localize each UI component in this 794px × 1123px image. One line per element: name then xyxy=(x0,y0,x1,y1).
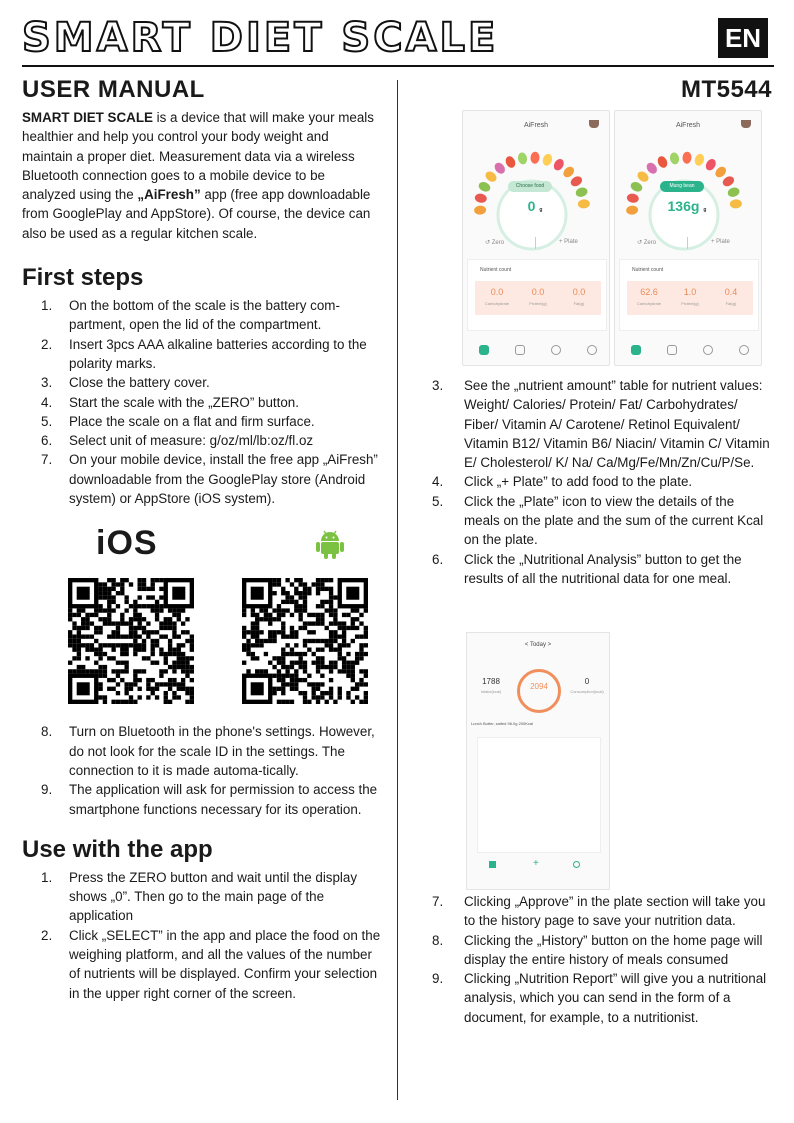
app-title: AiFresh xyxy=(675,122,701,129)
list-item-number: 6. xyxy=(432,551,444,567)
food-item xyxy=(629,180,644,193)
protein-label: Protein(g) xyxy=(681,301,699,306)
bottom-nav xyxy=(463,345,609,359)
list-item-number: 2. xyxy=(41,336,53,352)
app-screenshot-empty xyxy=(462,110,610,366)
food-item xyxy=(561,165,576,180)
food-item xyxy=(693,153,705,167)
fat-value: 0.0 xyxy=(572,287,586,297)
food-item xyxy=(730,199,743,209)
nav-history-icon[interactable] xyxy=(703,345,713,355)
nutrient-title: Nutrient count xyxy=(632,267,664,273)
intro-text-2: app (free app downloadable from GooglePlay and AppStore). Of course, the device can also be used as a regular kitchen scale. xyxy=(22,187,371,241)
list-item xyxy=(22,393,382,412)
list-item-text: The application will ask for permission to access the smartphone functions necessary for its operation. xyxy=(69,782,378,817)
nutrient-card xyxy=(619,259,759,331)
list-item xyxy=(22,868,382,926)
ios-label: iOS xyxy=(96,524,158,563)
use-app-list-continued xyxy=(416,376,772,588)
model-number: MT5544 xyxy=(680,76,772,103)
food-item xyxy=(704,157,718,172)
nutrient-values xyxy=(475,281,601,315)
report-icon[interactable] xyxy=(489,861,496,868)
zero-button[interactable]: ↺ Zero xyxy=(637,240,657,246)
nav-plate-icon[interactable] xyxy=(667,345,677,355)
zero-button[interactable]: ↺ Zero xyxy=(485,240,505,246)
list-item xyxy=(22,412,382,431)
list-item-text: Insert 3pcs AAA alkaline batteries according to the polarity marks. xyxy=(69,336,367,371)
list-item xyxy=(22,296,382,335)
list-item-text: Select unit of measure: g/oz/ml/lb:oz/fl.oz xyxy=(69,433,314,449)
food-item xyxy=(493,161,507,176)
list-item-text: Place the scale on a flat and firm surface. xyxy=(69,413,315,429)
meal-list-area xyxy=(477,737,601,853)
list-item-text: Click „+ Plate” to add food to the plate. xyxy=(464,474,693,490)
action-separator xyxy=(535,237,536,249)
protein-label: Protein(g) xyxy=(529,301,547,306)
consumption-label: Consumption(kcal) xyxy=(570,689,604,694)
food-item xyxy=(682,151,692,163)
plate-button[interactable]: + Plate xyxy=(711,239,730,245)
meal-row[interactable]: Lunch Butter, salted 96.0g 200Kcal xyxy=(471,721,534,726)
list-item-text: Clicking „Nutrition Report” will give you a nutritional analysis, which you can send in the form of a document, for example, to a nutritionist. xyxy=(464,971,767,1025)
list-item-text: Turn on Bluetooth in the phone's settings. However, do not look for the scale ID in the settings. The connection to it is made automa-tically. xyxy=(69,724,375,778)
list-item-number: 4. xyxy=(432,474,444,490)
app-screenshot-weighed xyxy=(614,110,762,366)
list-item-text: Click the „Plate” icon to view the details of the meals on the plate and the sum of the current Kcal on the plate. xyxy=(464,493,764,548)
nav-plate-icon[interactable] xyxy=(515,345,525,355)
android-icon xyxy=(315,528,345,560)
list-item xyxy=(22,722,382,780)
first-steps-heading: First steps xyxy=(22,264,144,292)
nav-user-icon[interactable] xyxy=(739,345,749,355)
list-item xyxy=(416,492,772,550)
food-item xyxy=(530,151,540,163)
column-divider xyxy=(397,80,398,1100)
list-item-number: 1. xyxy=(41,869,53,885)
nav-home-icon[interactable] xyxy=(479,345,489,355)
qr-code-row xyxy=(22,524,382,714)
list-item-number: 8. xyxy=(41,724,53,740)
list-item-text: Close the battery cover. xyxy=(69,375,210,391)
list-item-number: 5. xyxy=(432,493,444,509)
plate-label: Plate xyxy=(716,239,730,245)
list-item-number: 5. xyxy=(41,413,53,429)
list-item-text: Click the „Nutritional Analysis” button to get the results of all the nutritional data for one meal. xyxy=(464,551,742,586)
intro-app-name: „AiFresh” xyxy=(137,187,201,203)
food-item xyxy=(504,155,517,170)
food-item xyxy=(484,169,499,183)
zero-label: Zero xyxy=(643,240,657,246)
list-item-number: 7. xyxy=(432,894,444,909)
nav-history-icon[interactable] xyxy=(551,345,561,355)
food-item xyxy=(552,157,566,172)
intro-text-1: is a device that will make your meals healthier and help you control your body weight and maintain a proper diet. Measurement data via a wireless Bluetooth connection goes to a mobile device to be analyzed using the xyxy=(22,110,374,203)
weight-unit: g xyxy=(703,207,707,213)
intake-label: Intake(kcal) xyxy=(480,689,502,694)
protein-value: 1.0 xyxy=(683,287,697,297)
carb-label: Carbohydrate xyxy=(636,301,662,306)
list-item-text: On the bottom of the scale is the battery com-partment, open the lid of the compartment. xyxy=(69,298,340,333)
protein-value: 0.0 xyxy=(531,287,545,297)
food-item xyxy=(669,152,680,165)
list-item-text: Clicking the „History” button on the home page will display the entire history of meals consumed xyxy=(464,932,763,967)
list-item-text: See the „nutrient amount” table for nutrient values: Weight/ Calories/ Protein/ Fat/ Carbohydrates/ Fiber/ Vitamin A/ Carotene/ Retinol Equivalent/ Vitamin B12/ Vitamin B6/ Niacin/ Vitamin C/ Vitamin E/ Cholesterol/ K/ Na/ Ca/Mg/Fe/Mn/Zn/Cu/P/Se. xyxy=(464,378,770,471)
list-item-number: 3. xyxy=(432,378,444,393)
food-item xyxy=(541,153,553,167)
nutrient-title: Nutrient count xyxy=(480,267,512,273)
approve-icon[interactable] xyxy=(573,861,580,868)
manual-title: USER MANUAL xyxy=(22,76,205,103)
food-item xyxy=(721,174,736,188)
weight-readout xyxy=(645,193,729,219)
food-item xyxy=(645,161,659,176)
weight-value: 136g xyxy=(667,198,700,214)
fat-label: Fat(g) xyxy=(573,301,585,306)
intro-bold: SMART DIET SCALE xyxy=(22,110,153,125)
page-header xyxy=(22,15,774,62)
list-item xyxy=(22,780,382,819)
list-item xyxy=(22,335,382,374)
list-item xyxy=(416,892,772,931)
intake-value: 1788 xyxy=(482,677,500,686)
list-item-text: Start the scale with the „ZERO” button. xyxy=(69,394,299,410)
list-item xyxy=(416,969,772,1027)
brand-title: SMART DIET SCALE xyxy=(22,15,499,61)
use-app-list-final xyxy=(416,892,772,1027)
list-item-number: 4. xyxy=(41,394,53,410)
list-item-number: 7. xyxy=(41,452,53,468)
use-app-heading: Use with the app xyxy=(22,835,213,863)
intro-paragraph xyxy=(22,108,382,243)
nutrient-card xyxy=(467,259,607,331)
fat-value: 0.4 xyxy=(724,287,738,297)
list-item xyxy=(22,373,382,392)
day-selector[interactable]: < Today > xyxy=(524,642,552,648)
cup-icon xyxy=(741,120,751,128)
list-item xyxy=(416,931,772,970)
app-screenshot-day-view xyxy=(466,632,610,890)
food-item xyxy=(477,180,492,193)
nav-user-icon[interactable] xyxy=(587,345,597,355)
day-view-actions xyxy=(467,857,609,887)
food-item xyxy=(636,169,651,183)
list-item xyxy=(416,550,772,589)
nav-home-icon[interactable] xyxy=(631,345,641,355)
food-item xyxy=(517,152,528,165)
food-item xyxy=(626,193,639,204)
food-item xyxy=(474,193,487,204)
list-item-text: Press the ZERO button and wait until the display shows „0”. Then go to the main page of the application xyxy=(69,869,358,924)
fat-label: Fat(g) xyxy=(725,301,737,306)
cup-icon xyxy=(589,120,599,128)
food-item xyxy=(578,199,591,209)
food-item xyxy=(713,165,728,180)
weight-readout xyxy=(493,193,577,219)
ios-qr-code[interactable] xyxy=(68,578,194,704)
zero-label: Zero xyxy=(491,240,505,246)
bottom-nav xyxy=(615,345,761,359)
add-icon[interactable]: + xyxy=(533,858,539,869)
food-item xyxy=(656,155,669,170)
selected-food-badge[interactable]: Mung bean xyxy=(660,181,704,192)
list-item-number: 2. xyxy=(41,927,53,943)
list-item-text: Clicking „Approve” in the plate section will take you to the history page to save your nutrition data. xyxy=(464,894,766,929)
weight-value: 0 xyxy=(527,198,536,214)
list-item-number: 8. xyxy=(432,932,444,948)
carb-label: Carbohydrate xyxy=(484,301,510,306)
app-title: AiFresh xyxy=(523,122,549,129)
list-item xyxy=(22,450,382,508)
choose-food-badge[interactable]: Choose food xyxy=(508,181,552,192)
carb-value: 62.6 xyxy=(640,287,658,297)
list-item xyxy=(416,376,772,472)
list-item-number: 6. xyxy=(41,433,53,449)
action-separator xyxy=(687,237,688,249)
nutrient-values xyxy=(627,281,753,315)
consumption-value: 0 xyxy=(584,677,590,686)
food-item xyxy=(626,205,639,215)
list-item-number: 3. xyxy=(41,375,53,391)
first-steps-list-continued xyxy=(22,722,382,818)
use-app-list xyxy=(22,868,382,1003)
list-item-number: 1. xyxy=(41,298,53,314)
list-item xyxy=(416,472,772,491)
header-rule xyxy=(22,65,774,67)
list-item-text: On your mobile device, install the free app „AiFresh” downloadable from the GooglePlay store (Android system) or AppStore (iOS system). xyxy=(69,452,378,507)
list-item xyxy=(22,431,382,450)
list-item-number: 9. xyxy=(41,782,53,798)
android-qr-code[interactable] xyxy=(242,578,368,704)
weight-unit: g xyxy=(539,207,543,213)
list-item-number: 9. xyxy=(432,971,444,987)
first-steps-list xyxy=(22,296,382,508)
left-column xyxy=(22,76,382,1003)
list-item xyxy=(22,926,382,1003)
plate-label: Plate xyxy=(564,239,578,245)
food-item xyxy=(569,174,584,188)
plate-button[interactable]: + Plate xyxy=(559,239,578,245)
language-badge: EN xyxy=(718,18,768,58)
food-item xyxy=(474,205,487,215)
carb-value: 0.0 xyxy=(490,287,504,297)
list-item-text: Click „SELECT” in the app and place the food on the weighing platform, and all the values of the number of nutrients will be displayed. Confirm your selection in the upper right corner of the screen. xyxy=(69,927,381,1001)
calorie-ring: 2094 xyxy=(517,669,561,713)
